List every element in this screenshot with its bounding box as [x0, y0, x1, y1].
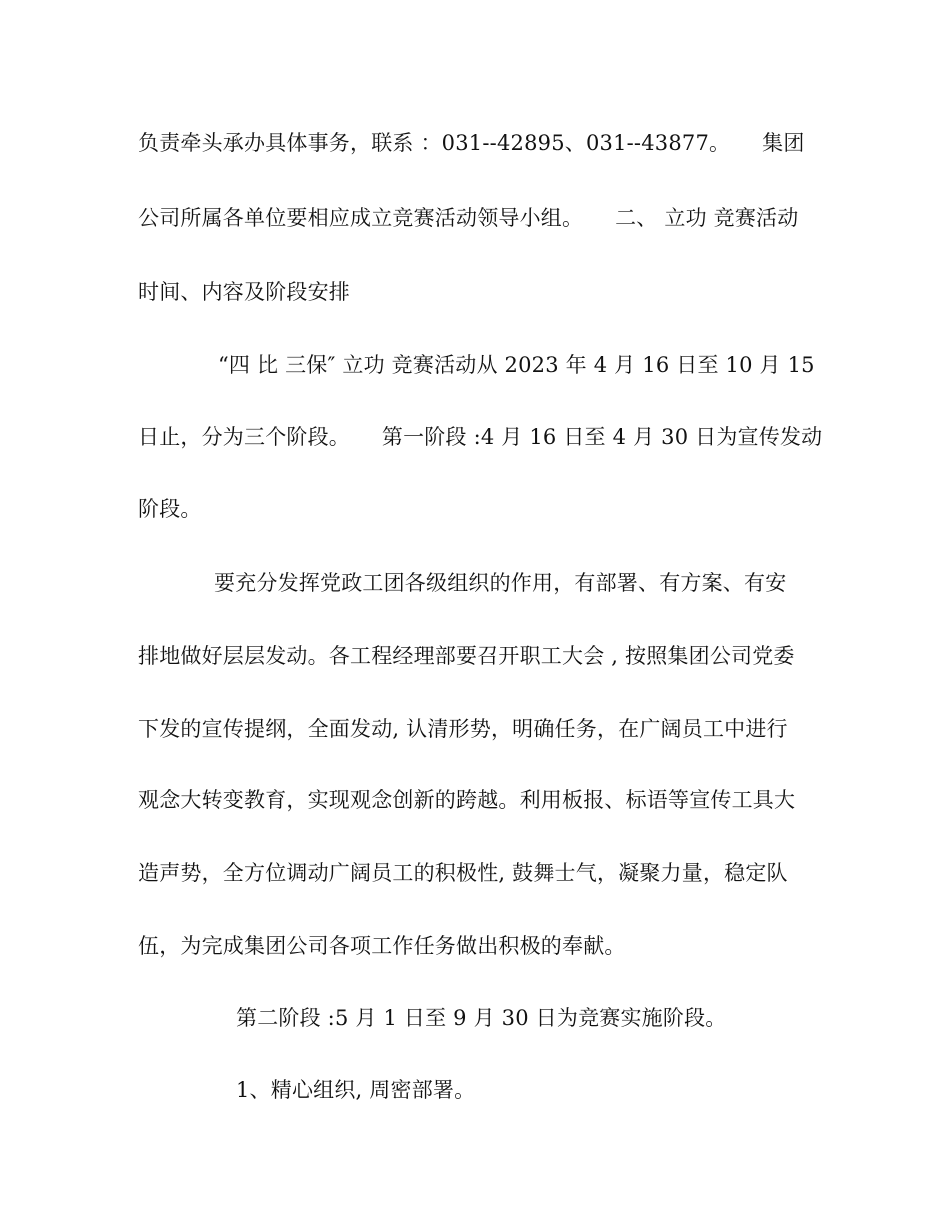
text-line-9: 下发的宣传提纲，全面发动, 认清形势，明确任务，在广阔员工中进行	[138, 717, 788, 741]
text-line-14: 1、精心组织, 周密部署。	[236, 1078, 476, 1102]
text-line-4: “四 比 三保″ 立功 竞赛活动从 2023 年 4 月 16 日至 10 月 15	[218, 353, 815, 377]
text-line-12: 伍，为完成集团公司各项工作任务做出积极的奉献。	[138, 934, 626, 958]
text-line-7: 要充分发挥党政工团各级组织的作用，有部署、有方案、有安	[214, 571, 787, 595]
text-line-6: 阶段。	[138, 497, 202, 521]
text-line-11: 造声势，全方位调动广阔员工的积极性, 鼓舞士气，凝聚力量，稳定队	[138, 861, 788, 885]
text-line-3: 时间、内容及阶段安排	[138, 280, 350, 304]
text-line-10: 观念大转变教育，实现观念创新的跨越。利用板报、标语等宣传工具大	[138, 788, 796, 812]
text-line-5: 日止，分为三个阶段。 第一阶段 :4 月 16 日至 4 月 30 日为宣传发动	[138, 425, 823, 449]
text-line-1: 负责牵头承办具体事务，联系 ：031--42895、031--43877。 集团	[138, 131, 805, 155]
text-line-2: 公司所属各单位要相应成立竞赛活动领导小组。 二、 立功 竞赛活动	[138, 206, 799, 230]
text-line-8: 排地做好层层发动。各工程经理部要召开职工大会 , 按照集团公司党委	[138, 644, 795, 668]
text-line-13: 第二阶段 :5 月 1 日至 9 月 30 日为竞赛实施阶段。	[236, 1006, 727, 1030]
